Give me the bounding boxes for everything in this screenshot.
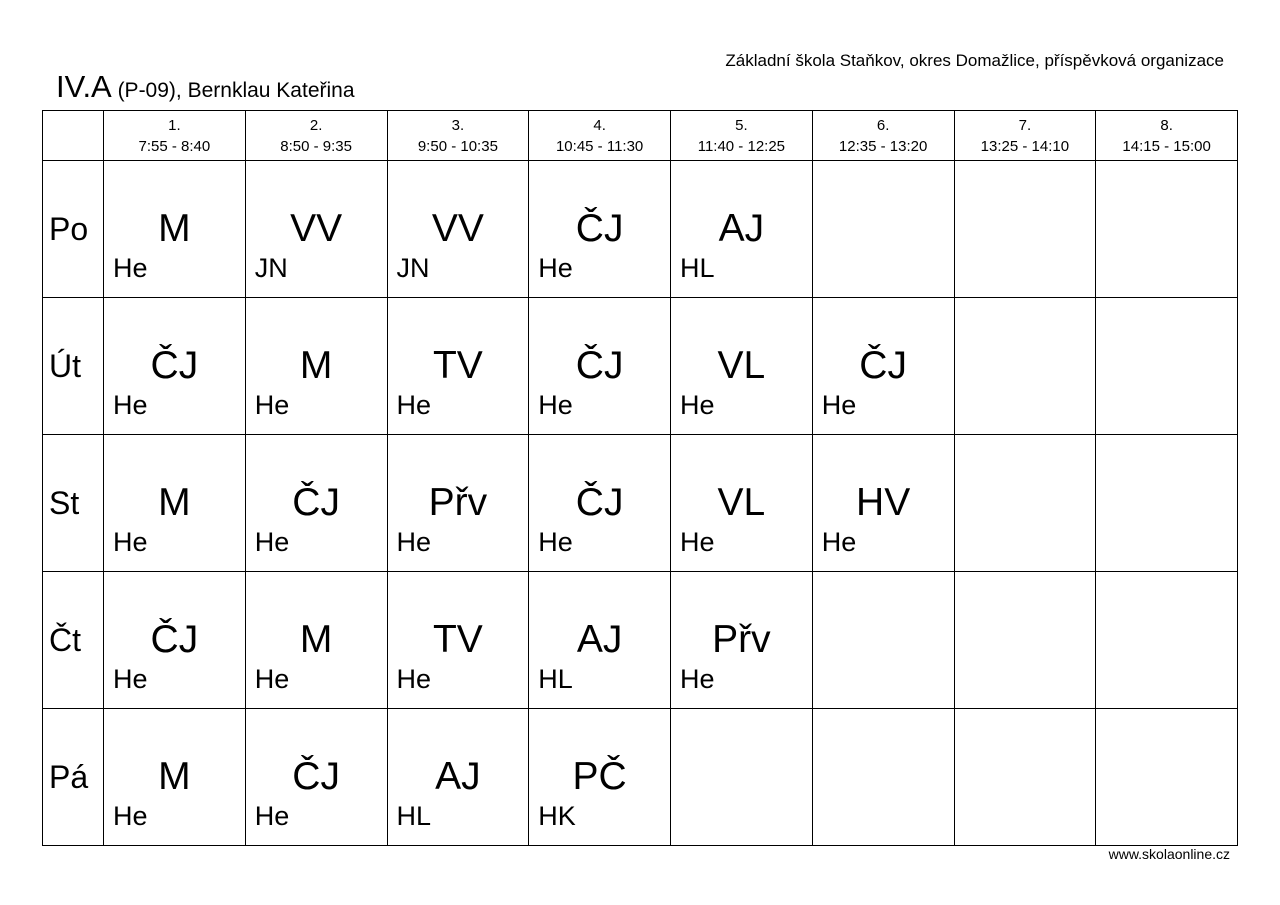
lesson-cell xyxy=(104,572,246,709)
period-time: 10:45 - 11:30 xyxy=(555,137,644,155)
lesson-teacher: HL xyxy=(538,664,573,694)
period-time: 11:40 - 12:25 xyxy=(697,137,786,155)
lesson-teacher: HL xyxy=(396,801,432,831)
lesson-teacher: JN xyxy=(254,253,288,283)
lesson-subject: M xyxy=(158,207,191,250)
lesson-subject: ČJ xyxy=(150,344,199,387)
day-label: St xyxy=(43,435,104,572)
lesson-cell xyxy=(246,709,388,846)
lesson-subject: M xyxy=(158,481,191,524)
period-time: 14:15 - 15:00 xyxy=(1122,137,1211,155)
lesson-teacher: He xyxy=(680,664,715,694)
class-name: IV.A xyxy=(56,69,112,104)
lesson-cell xyxy=(529,161,671,298)
lesson-cell xyxy=(671,161,813,298)
lesson-teacher: He xyxy=(538,390,573,420)
lesson-cell xyxy=(388,298,530,435)
lesson-teacher: HL xyxy=(680,253,715,283)
lesson-cell xyxy=(1096,709,1238,846)
period-time: 8:50 - 9:35 xyxy=(280,137,352,155)
lesson-teacher: He xyxy=(396,527,432,557)
lesson-subject: AJ xyxy=(718,207,765,250)
day-label: Út xyxy=(43,298,104,435)
school-name: Základní škola Staňkov, okres Domažlice, příspěvková organizace xyxy=(725,51,1224,70)
lesson-subject: AJ xyxy=(435,755,481,798)
lesson-cell xyxy=(671,298,813,435)
lesson-subject: ČJ xyxy=(859,344,907,387)
lesson-cell xyxy=(529,572,671,709)
period-header xyxy=(529,111,671,161)
lesson-subject: VL xyxy=(717,344,766,387)
lesson-subject: AJ xyxy=(576,618,623,661)
lesson-teacher: He xyxy=(821,527,857,557)
lesson-subject: ČJ xyxy=(292,755,340,798)
footer-website: www.skolaonline.cz xyxy=(1108,846,1230,862)
lesson-subject: VL xyxy=(717,481,766,524)
lesson-cell xyxy=(813,161,955,298)
period-number: 1. xyxy=(168,116,181,134)
lesson-cell xyxy=(813,435,955,572)
lesson-cell xyxy=(955,435,1097,572)
lesson-cell xyxy=(388,709,530,846)
lesson-subject: ČJ xyxy=(575,481,624,524)
lesson-subject: TV xyxy=(432,344,483,387)
lesson-teacher: He xyxy=(396,664,432,694)
lesson-cell xyxy=(813,709,955,846)
lesson-teacher: He xyxy=(113,664,148,694)
lesson-cell xyxy=(388,161,530,298)
period-header xyxy=(104,111,246,161)
lesson-teacher: He xyxy=(680,527,715,557)
period-number: 5. xyxy=(735,116,748,134)
period-number: 7. xyxy=(1018,116,1032,134)
period-number: 6. xyxy=(876,116,890,134)
period-time: 13:25 - 14:10 xyxy=(980,137,1070,155)
lesson-cell xyxy=(955,709,1097,846)
class-details: (P-09), Bernklau Kateřina xyxy=(111,79,355,102)
period-number: 2. xyxy=(309,116,323,134)
period-header xyxy=(813,111,955,161)
lesson-subject: PČ xyxy=(572,755,627,798)
period-header xyxy=(955,111,1097,161)
lesson-cell xyxy=(529,298,671,435)
lesson-teacher: He xyxy=(254,664,290,694)
lesson-subject: HV xyxy=(856,481,911,524)
period-number: 4. xyxy=(593,116,606,134)
lesson-teacher: He xyxy=(254,527,290,557)
lesson-teacher: He xyxy=(113,390,148,420)
lesson-cell xyxy=(1096,572,1238,709)
period-number: 3. xyxy=(451,116,465,134)
lesson-cell xyxy=(671,709,813,846)
lesson-subject: ČJ xyxy=(150,618,199,661)
period-number: 8. xyxy=(1160,116,1173,134)
lesson-cell xyxy=(955,298,1097,435)
lesson-teacher: HK xyxy=(538,801,576,831)
lesson-subject: Přv xyxy=(428,481,488,524)
period-header xyxy=(671,111,813,161)
lesson-cell xyxy=(246,161,388,298)
lesson-subject: M xyxy=(299,344,333,387)
period-header xyxy=(246,111,388,161)
lesson-cell xyxy=(246,298,388,435)
lesson-cell xyxy=(813,298,955,435)
lesson-cell xyxy=(671,572,813,709)
lesson-cell xyxy=(104,298,246,435)
lesson-teacher: He xyxy=(396,390,432,420)
day-label: Čt xyxy=(43,572,104,709)
lesson-cell xyxy=(1096,298,1238,435)
lesson-cell xyxy=(955,161,1097,298)
lesson-cell xyxy=(671,435,813,572)
lesson-subject: VV xyxy=(431,207,484,250)
lesson-cell xyxy=(246,572,388,709)
lesson-cell xyxy=(246,435,388,572)
period-header xyxy=(388,111,530,161)
lesson-subject: M xyxy=(158,755,191,798)
lesson-subject: ČJ xyxy=(575,344,624,387)
period-time: 7:55 - 8:40 xyxy=(138,137,211,155)
lesson-subject: Přv xyxy=(712,618,771,661)
lesson-cell xyxy=(529,709,671,846)
lesson-cell xyxy=(1096,435,1238,572)
lesson-teacher: He xyxy=(538,253,573,283)
lesson-subject: TV xyxy=(432,618,483,661)
timetable-title xyxy=(56,70,355,110)
timetable-grid xyxy=(42,110,1238,846)
period-header xyxy=(1096,111,1238,161)
lesson-teacher: He xyxy=(113,801,148,831)
lesson-cell xyxy=(388,572,530,709)
period-time: 12:35 - 13:20 xyxy=(838,137,928,155)
lesson-teacher: He xyxy=(538,527,573,557)
lesson-teacher: He xyxy=(680,390,715,420)
lesson-teacher: JN xyxy=(396,253,430,283)
lesson-subject: ČJ xyxy=(575,207,624,250)
lesson-teacher: He xyxy=(113,527,148,557)
lesson-teacher: He xyxy=(113,253,148,283)
lesson-cell xyxy=(955,572,1097,709)
lesson-cell xyxy=(104,435,246,572)
lesson-cell xyxy=(813,572,955,709)
lesson-cell xyxy=(1096,161,1238,298)
lesson-subject: M xyxy=(299,618,333,661)
lesson-cell xyxy=(104,161,246,298)
lesson-cell xyxy=(529,435,671,572)
lesson-teacher: He xyxy=(254,390,290,420)
day-label: Po xyxy=(43,161,104,298)
period-time: 9:50 - 10:35 xyxy=(417,137,498,155)
lesson-subject: ČJ xyxy=(292,481,340,524)
lesson-cell xyxy=(104,709,246,846)
lesson-teacher: He xyxy=(254,801,290,831)
lesson-cell xyxy=(388,435,530,572)
corner-cell xyxy=(43,111,104,161)
lesson-subject: VV xyxy=(290,207,343,250)
lesson-teacher: He xyxy=(821,390,857,420)
day-label: Pá xyxy=(43,709,104,846)
